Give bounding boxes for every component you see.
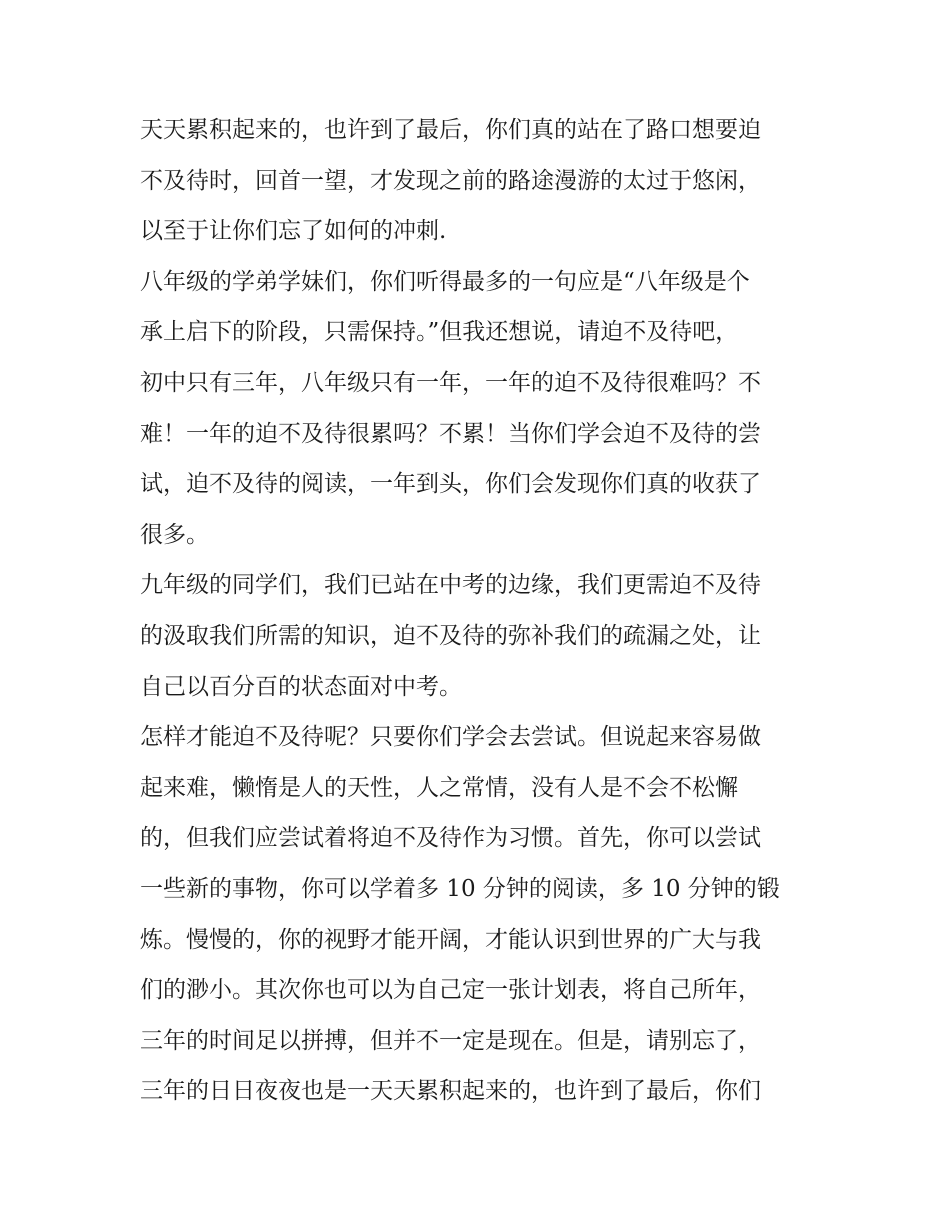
text-line: 以至于让你们忘了如何的冲刺. xyxy=(140,218,447,245)
text-line: 的，但我们应尝试着将迫不及待作为习惯。首先，你可以尝试 xyxy=(140,825,761,852)
text-line: 炼。慢慢的，你的视野才能开阔，才能认识到世界的广大与我 xyxy=(140,926,761,953)
text-line: 试，迫不及待的阅读，一年到头，你们会发现你们真的收获了 xyxy=(140,471,761,498)
text-line: 三年的时间足以拼搏，但并不一定是现在。但是，请别忘了， xyxy=(140,1027,761,1054)
text-line: 三年的日日夜夜也是一天天累积起来的，也许到了最后，你们 xyxy=(140,1078,761,1105)
text-line: 天天累积起来的，也许到了最后，你们真的站在了路口想要迫 xyxy=(140,117,761,143)
text-line: 们的渺小。其次你也可以为自己定一张计划表，将自己所年， xyxy=(140,977,761,1004)
text-line: 承上启下的阶段，只需保持。”但我还想说，请迫不及待吧， xyxy=(140,319,739,346)
text-line: 怎样才能迫不及待呢？只要你们学会去尝试。但说起来容易做 xyxy=(140,724,761,751)
text-line: 不及待时，回首一望，才发现之前的路途漫游的太过于悠闲， xyxy=(140,167,761,194)
text-line: 九年级的同学们，我们已站在中考的边缘，我们更需迫不及待 xyxy=(140,572,761,599)
text-line: 的汲取我们所需的知识，迫不及待的弥补我们的疏漏之处，让 xyxy=(140,622,761,649)
text-line: 自己以百分百的状态面对中考。 xyxy=(140,673,462,700)
text-line: 八年级的学弟学妹们，你们听得最多的一句应是“八年级是个 xyxy=(140,268,750,295)
text-line: 一些新的事物，你可以学着多 10 分钟的阅读，多 10 分钟的锻 xyxy=(140,875,780,902)
text-line: 起来难，懒惰是人的天性，人之常情，没有人是不会不松懈 xyxy=(140,774,738,801)
text-line: 初中只有三年，八年级只有一年，一年的迫不及待很难吗？不 xyxy=(140,369,761,396)
document-body xyxy=(140,105,820,1117)
text-line: 难！一年的迫不及待很累吗？不累！当你们学会迫不及待的尝 xyxy=(140,420,761,447)
text-line: 很多。 xyxy=(140,521,209,548)
